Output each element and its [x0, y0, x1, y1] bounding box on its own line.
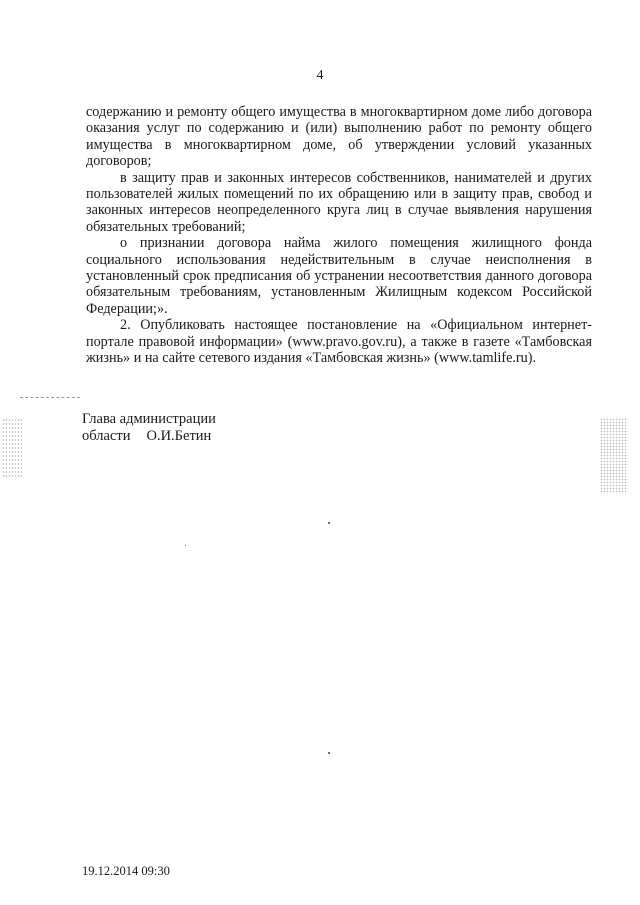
- scan-artifact-right-edge: [600, 418, 628, 494]
- signature-title-line2: области: [82, 428, 131, 444]
- paragraph-4: 2. Опубликовать настоящее постановление на «Официальном интернет-портале правовой информации» (www.pravo.gov.ru), а также в газете «Тамбовская жизнь» и на сайте сетевого издания «Тамбовская жизнь» (www.tamlife.ru).: [86, 317, 592, 367]
- document-body: [86, 104, 592, 367]
- scan-artifact-left-edge: [2, 418, 22, 478]
- signatory-name: О.И.Бетин: [146, 428, 212, 444]
- paragraph-1: содержанию и ремонту общего имущества в многоквартирном доме либо договора оказания услуг по содержанию и (или) выполнению работ по ремонту общего имущества в многоквартирном доме, об утверждении условий указанных договоров;: [86, 104, 592, 170]
- signature-line2: [82, 428, 216, 445]
- scan-speck: [328, 752, 330, 754]
- paragraph-2: в защиту прав и законных интересов собственников, нанимателей и других пользователей жилых помещений по их обращению или в защиту прав, свобод и законных интересов неопределенного круга лиц в случае выявления нарушения обязательных требований;: [86, 169, 592, 235]
- scan-artifact-dash: [20, 397, 80, 399]
- print-timestamp: 19.12.2014 09:30: [82, 864, 170, 878]
- scan-speck: [185, 545, 186, 546]
- paragraph-3: о признании договора найма жилого помещения жилищного фонда социального использования недействительным в случае неисполнения в установленный срок предписания об устранении несоответствия данного договора обязательным требованиям, установленным Жилищным кодексом Российской Федерации;».: [86, 235, 592, 317]
- signature-title-line1: Глава администрации: [82, 411, 216, 427]
- page-number: 4: [316, 68, 324, 83]
- scan-speck: [328, 522, 330, 524]
- signature-block: [82, 411, 216, 445]
